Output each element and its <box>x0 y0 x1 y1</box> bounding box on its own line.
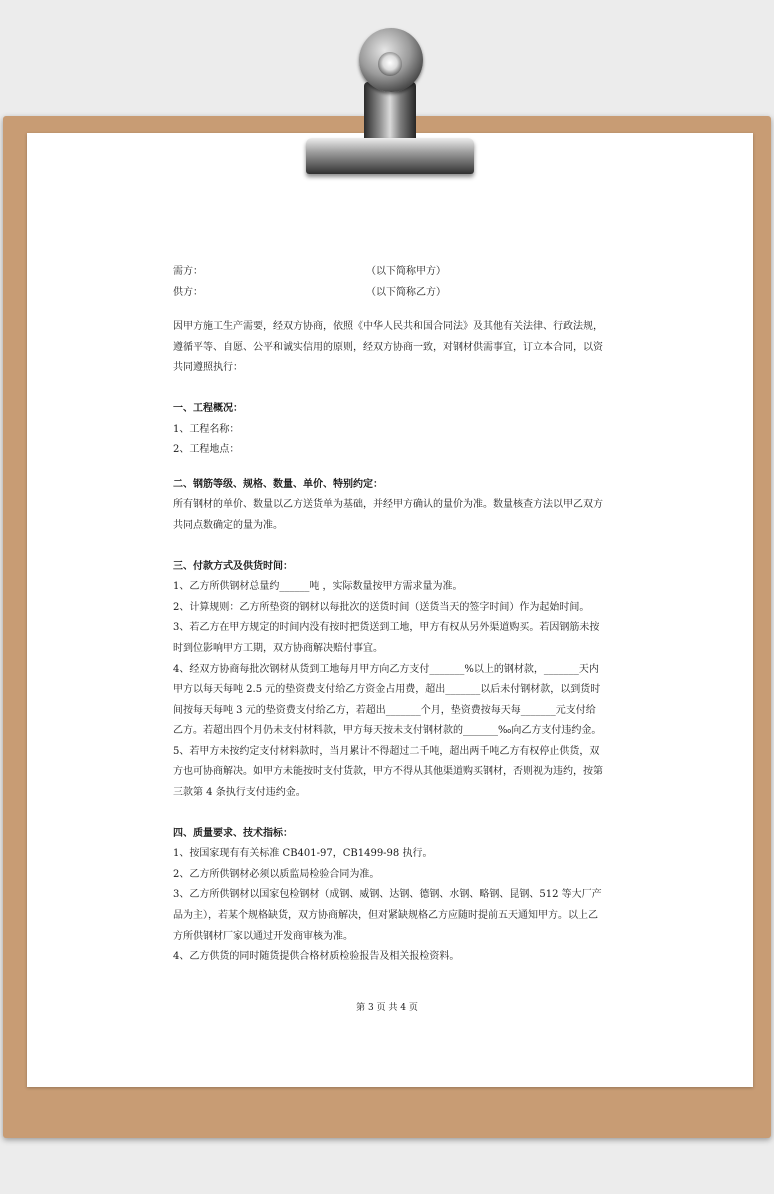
section-3-line: 3、若乙方在甲方规定的时间内没有按时把货送到工地，甲方有权从另外渠道购买。若因钢筋未按时到位影响甲方工期，双方协商解决赔付事宜。 <box>173 622 600 654</box>
party-a-label: 需方： <box>173 266 203 277</box>
intro-paragraph: 因甲方施工生产需要，经双方协商，依照《中华人民共和国合同法》及其他有关法律、行政法规，遵循平等、自愿、公平和诚实信用的原则，经双方协商一致，对钢材供需事宜，订立本合同，以资共同遵照执行： <box>173 321 603 374</box>
section-4-line: 1、按国家现有有关标准 CB401-97，CB1499-98 执行。 <box>173 848 433 860</box>
section-4-heading: 四、质量要求、技术指标： <box>173 827 293 839</box>
section-4-line: 2、乙方所供钢材必须以质监局检验合同为准。 <box>173 868 380 880</box>
section-1-heading: 一、工程概况： <box>173 402 243 414</box>
section-3-heading: 三、付款方式及供货时间： <box>173 560 293 572</box>
section-1-line: 1、工程名称： <box>173 423 240 435</box>
section-4-line: 4、乙方供货的同时随货提供合格材质检验报告及相关报检资料。 <box>173 951 460 963</box>
clip-hole <box>378 52 402 76</box>
party-a-line <box>173 262 603 283</box>
binder-clip <box>300 24 478 179</box>
section-2-heading: 二、钢筋等级、规格、数量、单价、特别约定： <box>173 478 383 490</box>
page-footer: 第 3 页 共 4 页 <box>356 1003 418 1013</box>
section-3-line: 5、若甲方未按约定支付材料款时，当月累计不得超过二千吨，超出两千吨乙方有权停止供货，双方也可协商解决。如甲方未能按时支付货款，甲方不得从其他渠道购买钢材，否则视为违约，按第三款第 4 条执行支付违约金。 <box>173 745 603 799</box>
section-4-line: 3、乙方所供钢材以国家包检钢材（成钢、威钢、达钢、德钢、水钢、略钢、昆钢、512 等大厂产品为主），若某个规格缺货，双方协商解决，但对紧缺规格乙方应随时提前五天通知甲方。以上乙方所供钢材厂家以通过开发商审核为准。 <box>173 889 602 942</box>
party-b-line <box>173 283 603 304</box>
party-b-suffix: （以下简称乙方） <box>366 286 446 298</box>
section-1-line: 2、工程地点： <box>173 444 240 456</box>
contract-text <box>173 262 603 968</box>
section-3-line: 4、经双方协商每批次钢材从货到工地每月甲方向乙方支付_______%以上的钢材款，_______天内甲方以每天每吨 2.5 元的垫资费支付给乙方资金占用费，超出_______以后未付钢材款，以到货时间按每天每吨 3 元的垫资费支付给乙方，若超出_______个月，垫资费按每天每_______元支付给乙方。若超出四个月仍未支付材料款，甲方每天按未支付钢材款的_______‰向乙方支付违约金。 <box>173 663 602 737</box>
section-3-line: 2、计算规则：乙方所垫资的钢材以每批次的送货时间（送货当天的签字时间）作为起始时间。 <box>173 601 590 613</box>
section-3-line: 1、乙方所供钢材总量约______吨 ，实际数量按甲方需求量为准。 <box>173 581 463 593</box>
party-b-label: 供方： <box>173 286 203 298</box>
party-a-suffix: （以下简称甲方） <box>366 266 446 277</box>
section-2-line: 所有钢材的单价、数量以乙方送货单为基础，并经甲方确认的量价为准。数量核查方法以甲乙双方共同点数确定的量为准。 <box>173 499 603 531</box>
clip-base <box>306 138 474 174</box>
